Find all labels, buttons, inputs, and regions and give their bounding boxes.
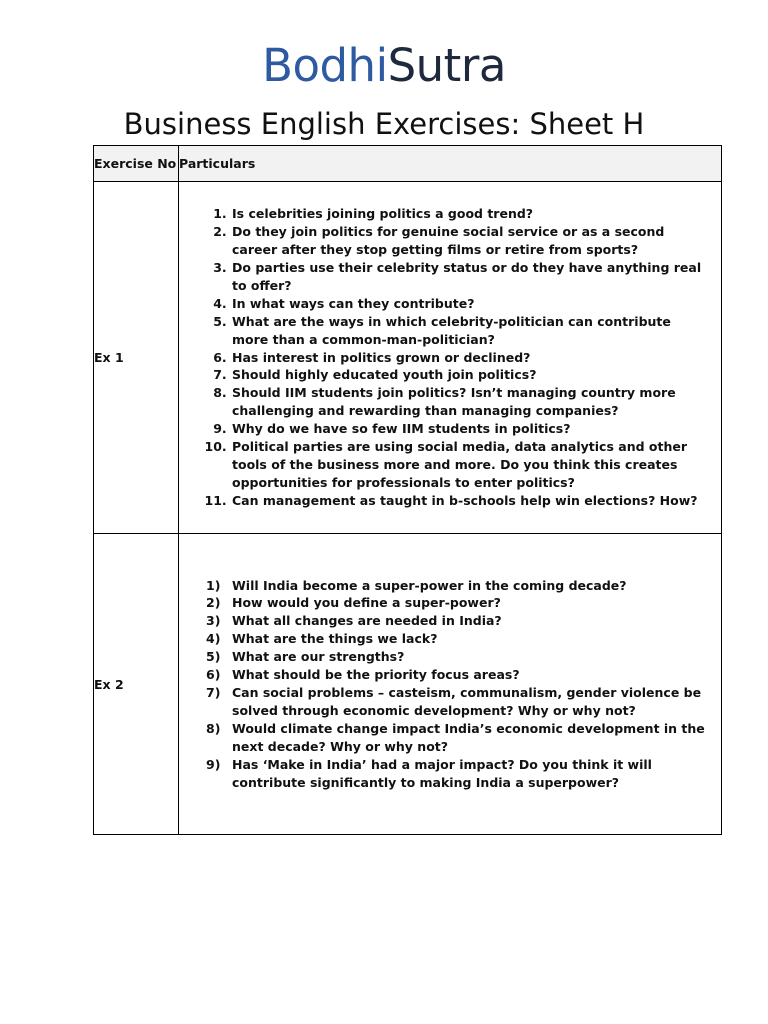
question-item [231,313,707,349]
question-item [231,366,707,384]
question-text: Is celebrities joining politics a good trend? [232,206,534,222]
question-text: Will India become a super-power in the coming decade? [232,577,627,593]
question-item [231,349,707,367]
particulars-cell [179,182,722,534]
question-text: Can management as taught in b-schools help win elections? How? [232,492,698,508]
table-header-row [94,146,722,182]
question-text: Would climate change impact India’s economic development in the next decade? Why or why not? [232,720,705,754]
question-item [231,295,707,313]
question-text: What should be the priority focus areas? [232,667,520,683]
question-text: How would you define a super-power? [232,595,501,611]
question-number: 4) [206,631,221,647]
question-text: Do parties use their celebrity status or do they have anything real to offer? [232,260,702,293]
exercise-table [93,145,722,835]
question-item [231,420,707,438]
question-text: In what ways can they contribute? [232,295,475,311]
page-title: Business English Exercises: Sheet H [123,107,645,141]
question-list-ex2 [179,577,721,792]
question-item [206,720,707,756]
particulars-cell [179,534,722,835]
question-item [206,630,707,648]
question-text: What are our strengths? [232,649,405,665]
question-item [231,492,707,510]
question-item [231,259,707,295]
question-text: Has ‘Make in India’ had a major impact? Do you think it will contribute significantly to making India a superpower? [232,756,652,790]
question-text: Should IIM students join politics? Isn’t managing country more challenging and rewarding than managing companies? [232,385,676,419]
question-text: What are the ways in which celebrity-politician can contribute more than a common-man-politician? [232,313,671,347]
question-item [206,612,707,630]
question-number: 6) [206,667,221,683]
question-text: Should highly educated youth join politics? [232,367,537,383]
table-row-ex1 [94,182,722,534]
question-text: Do they join politics for genuine social service or as a second career after they stop getting films or retire from sports? [232,224,665,258]
logo-text-bodhi: Bodhi [262,39,388,92]
logo-text-sutra: Sutra [387,39,506,92]
exercise-label: Ex 1 [94,182,179,534]
header-particulars: Particulars [179,146,722,182]
question-number: 3) [206,613,221,629]
question-number: 8) [206,720,221,736]
question-number: 9) [206,756,221,772]
question-number: 7) [206,685,221,700]
question-item [206,594,707,612]
question-number: 5) [206,649,221,665]
question-item [231,205,707,223]
question-item [231,223,707,259]
question-number: 1) [206,577,221,593]
question-text: Has interest in politics grown or declined? [232,349,531,365]
question-list-ex1 [179,205,721,509]
table-row-ex2 [94,534,722,835]
question-item [231,438,707,492]
bodhisutra-logo [0,38,768,94]
question-text: Why do we have so few IIM students in politics? [232,421,571,437]
question-item [231,384,707,420]
question-number: 2) [206,595,221,611]
exercise-label: Ex 2 [94,534,179,835]
question-text: What are the things we lack? [232,631,438,647]
header-exercise-no: Exercise No [94,146,179,182]
question-item [206,684,707,720]
question-text: What all changes are needed in India? [232,613,502,629]
question-text: Political parties are using social media, data analytics and other tools of the business more and more. Do you think this creates opportunities for professionals to enter politics? [232,439,687,490]
question-item [206,577,707,595]
question-text: Can social problems – casteism, communalism, gender violence be solved through economic development? Why or why not? [232,685,702,718]
question-item [206,756,707,792]
question-item [206,648,707,666]
question-item [206,666,707,684]
